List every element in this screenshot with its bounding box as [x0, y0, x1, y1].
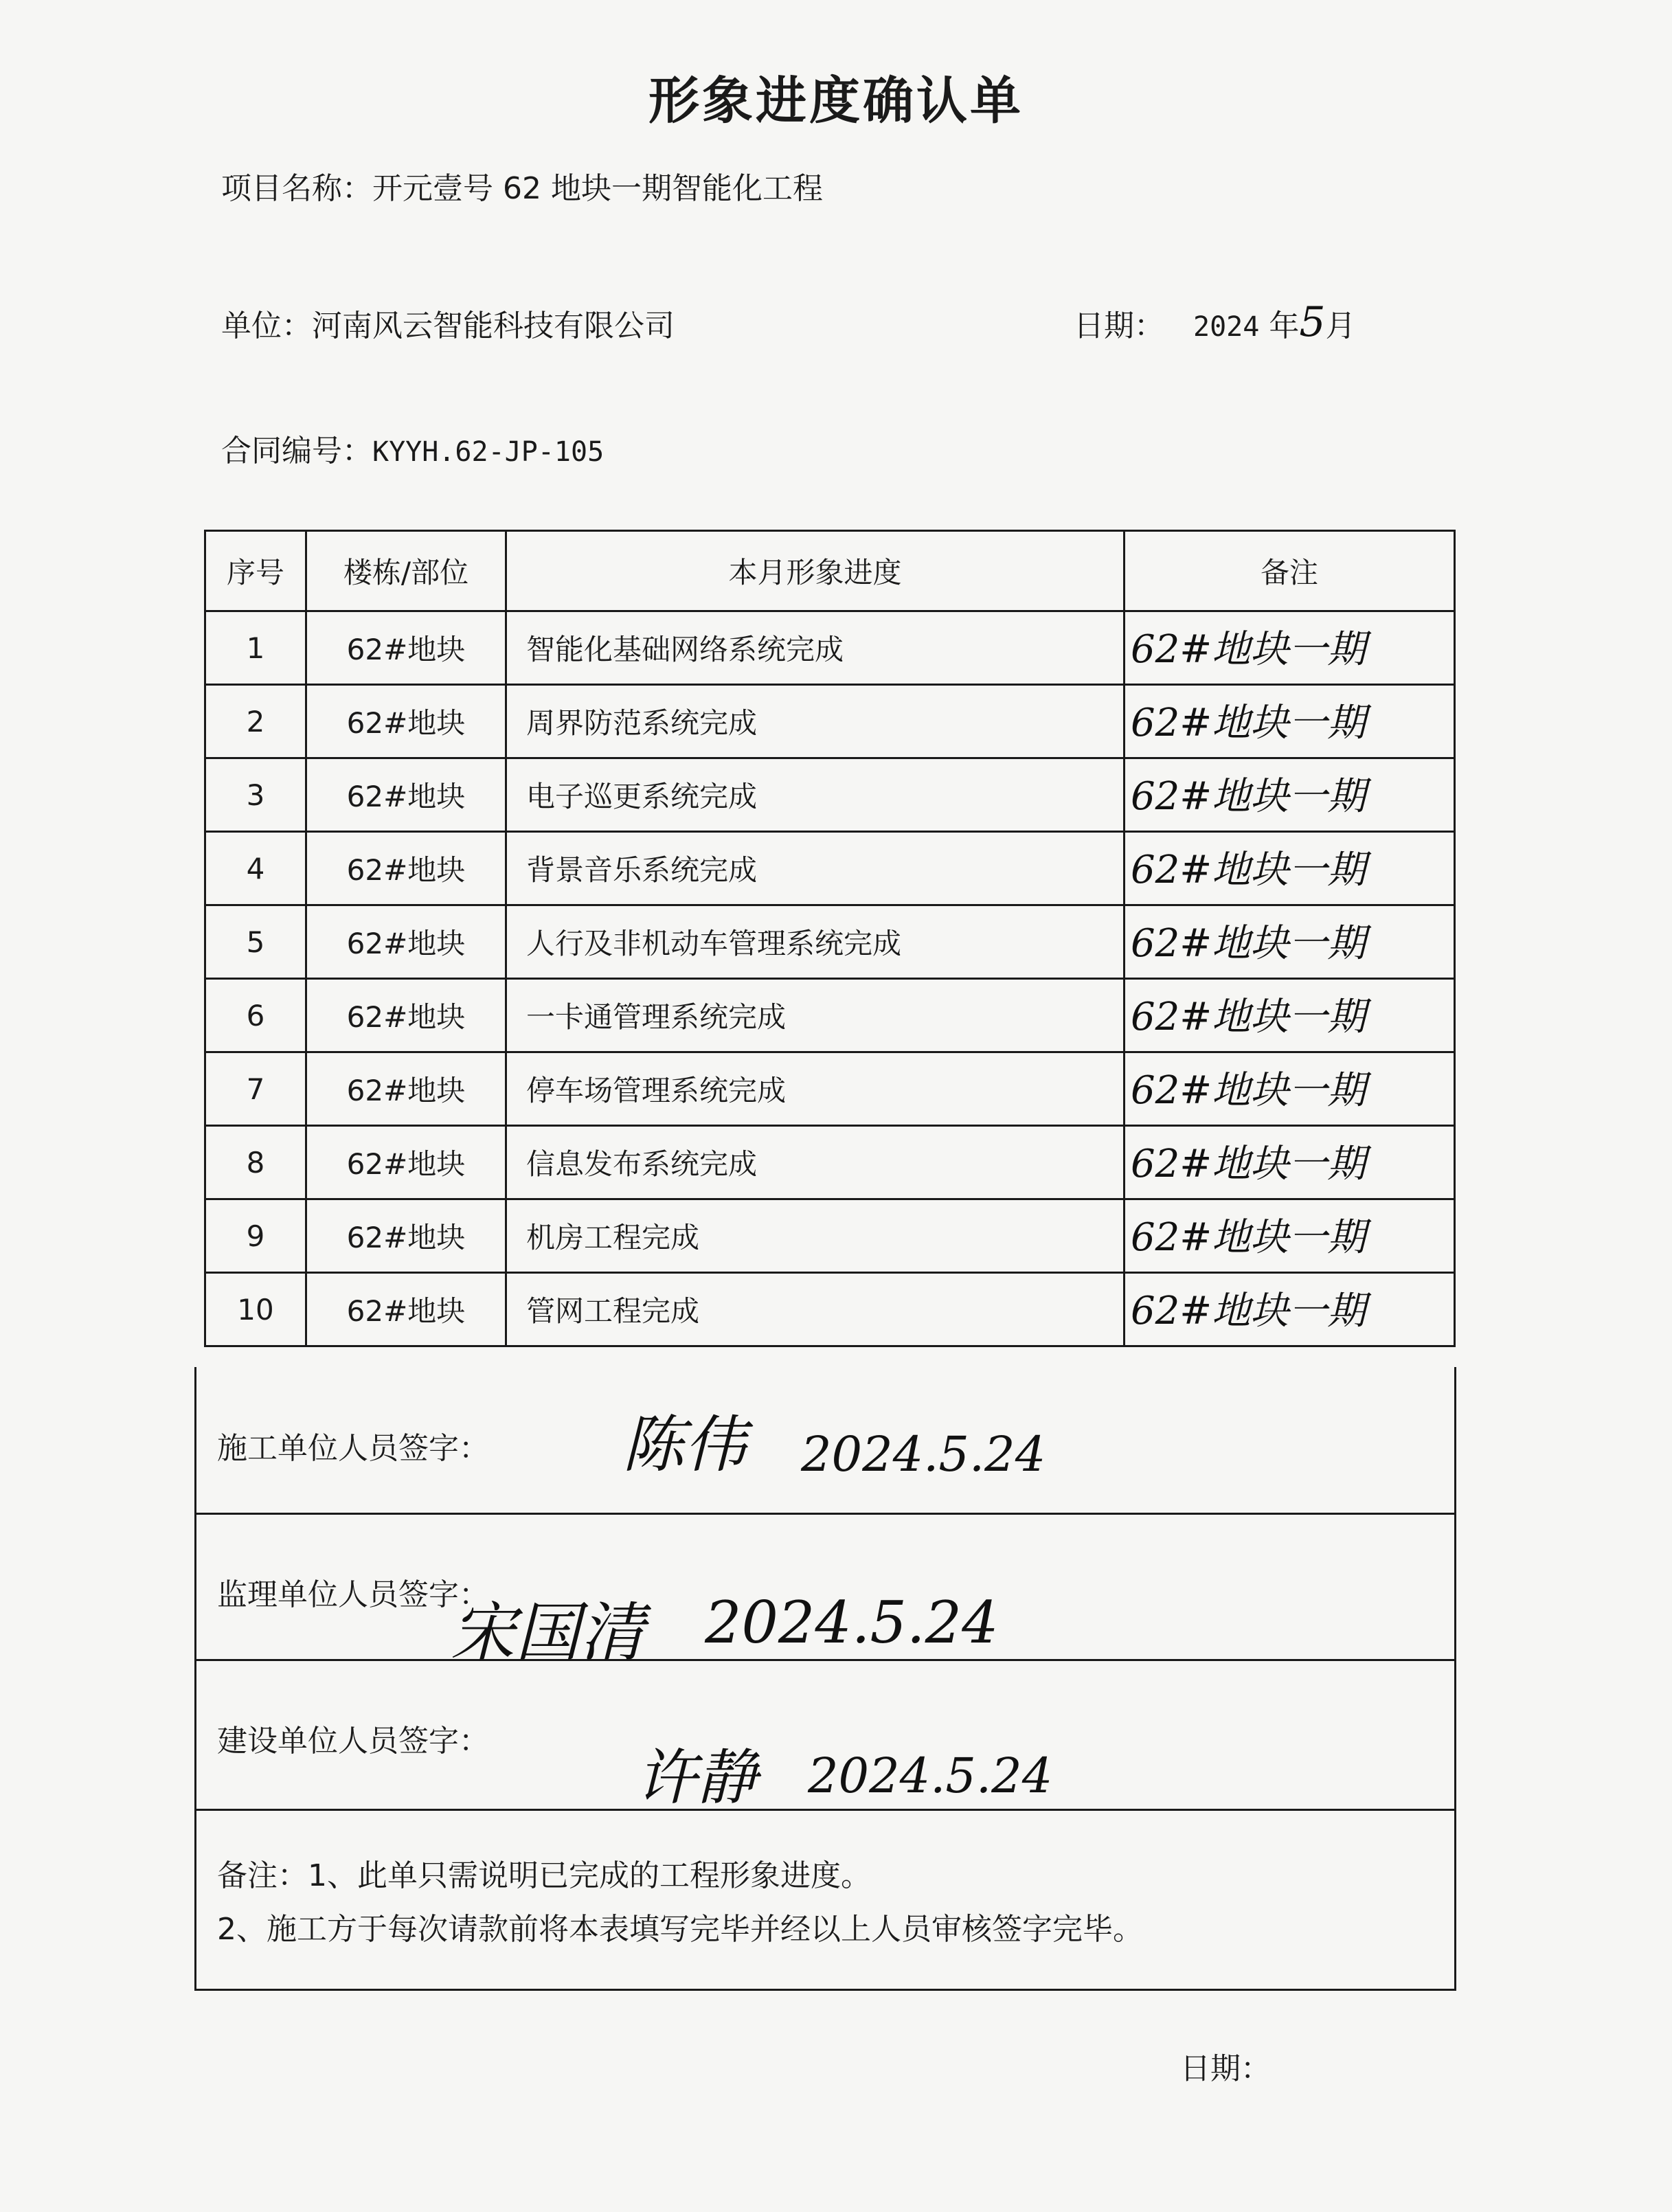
table-row [205, 685, 1455, 758]
handwritten-signature-name: 宋国清 [451, 1596, 645, 1671]
handwritten-note: 62#地块一期 [1131, 701, 1366, 745]
handwritten-signature-name: 陈伟 [622, 1409, 746, 1481]
handwritten-signature-date: 2024.5.24 [801, 1426, 1046, 1482]
signature-owner [194, 1661, 1456, 1811]
handwritten-note: 62#地块一期 [1131, 921, 1366, 966]
table-row [205, 905, 1455, 979]
table-row [205, 979, 1455, 1052]
row-no: 1 [205, 611, 306, 685]
page-title: 形象进度确认单 [648, 71, 1024, 131]
date-line [1074, 298, 1356, 346]
handwritten-signature-date: 2024.5.24 [705, 1589, 999, 1656]
row-no: 9 [205, 1199, 306, 1273]
signature-label: 施工单位人员签字： [217, 1431, 489, 1466]
row-no: 8 [205, 1126, 306, 1199]
date-month-handwritten: 5 [1299, 298, 1326, 346]
row-no: 7 [205, 1052, 306, 1126]
header-no: 序号 [205, 531, 306, 611]
remark-line-1: 备注：1、此单只需说明已完成的工程形象进度。 [217, 1858, 871, 1893]
header-progress: 本月形象进度 [506, 531, 1125, 611]
row-progress: 机房工程完成 [506, 1199, 1125, 1273]
table-header-row [205, 531, 1455, 611]
row-note [1125, 1126, 1455, 1199]
table-row [205, 1273, 1455, 1346]
handwritten-signature-date: 2024.5.24 [808, 1748, 1053, 1804]
row-progress: 人行及非机动车管理系统完成 [506, 905, 1125, 979]
row-building: 62#地块 [306, 905, 506, 979]
contract-line [221, 426, 604, 470]
row-note [1125, 832, 1455, 905]
handwritten-note: 62#地块一期 [1131, 1142, 1366, 1186]
row-building: 62#地块 [306, 1052, 506, 1126]
row-note [1125, 905, 1455, 979]
header-note: 备注 [1125, 531, 1455, 611]
handwritten-note: 62#地块一期 [1131, 1289, 1366, 1333]
row-progress: 一卡通管理系统完成 [506, 979, 1125, 1052]
row-progress: 管网工程完成 [506, 1273, 1125, 1346]
table-row [205, 611, 1455, 685]
row-note [1125, 685, 1455, 758]
row-no: 4 [205, 832, 306, 905]
handwritten-note: 62#地块一期 [1131, 774, 1366, 819]
row-progress: 停车场管理系统完成 [506, 1052, 1125, 1126]
unit-name: 河南风云智能科技有限公司 [312, 308, 675, 343]
handwritten-note: 62#地块一期 [1131, 627, 1366, 672]
row-building: 62#地块 [306, 832, 506, 905]
project-label: 项目名称： [221, 171, 372, 206]
date-year-suffix: 年 [1269, 308, 1300, 343]
contract-label: 合同编号： [221, 433, 372, 469]
handwritten-note: 62#地块一期 [1131, 1068, 1366, 1113]
progress-table [204, 530, 1456, 1347]
table-row [205, 832, 1455, 905]
row-building: 62#地块 [306, 979, 506, 1052]
project-name: 开元壹号 62 地块一期智能化工程 [372, 171, 823, 206]
table-row [205, 1052, 1455, 1126]
row-no: 6 [205, 979, 306, 1052]
row-no: 3 [205, 758, 306, 832]
handwritten-signature-name: 许静 [636, 1742, 758, 1813]
row-note [1125, 1199, 1455, 1273]
signature-label: 监理单位人员签字： [217, 1577, 489, 1612]
row-progress: 智能化基础网络系统完成 [506, 611, 1125, 685]
handwritten-note: 62#地块一期 [1131, 995, 1366, 1039]
bottom-date-label: 日期： [1180, 2051, 1271, 2086]
date-year: 2024 [1193, 311, 1260, 343]
row-no: 5 [205, 905, 306, 979]
handwritten-note: 62#地块一期 [1131, 848, 1366, 892]
row-building: 62#地块 [306, 1273, 506, 1346]
row-progress: 背景音乐系统完成 [506, 832, 1125, 905]
row-note [1125, 1052, 1455, 1126]
row-no: 10 [205, 1273, 306, 1346]
unit-label: 单位： [221, 308, 312, 343]
row-building: 62#地块 [306, 611, 506, 685]
row-progress: 电子巡更系统完成 [506, 758, 1125, 832]
unit-line [221, 301, 675, 345]
date-label: 日期： [1074, 308, 1164, 343]
signature-supervision [194, 1515, 1456, 1671]
date-month-suffix: 月 [1325, 308, 1356, 343]
table-row [205, 758, 1455, 832]
table-row [205, 1126, 1455, 1199]
signature-label: 建设单位人员签字： [217, 1724, 489, 1759]
row-building: 62#地块 [306, 1199, 506, 1273]
header-building: 楼栋/部位 [306, 531, 506, 611]
row-building: 62#地块 [306, 685, 506, 758]
row-no: 2 [205, 685, 306, 758]
row-progress: 周界防范系统完成 [506, 685, 1125, 758]
remark-line-2: 2、施工方于每次请款前将本表填写完毕并经以上人员审核签字完毕。 [217, 1912, 1143, 1947]
row-note [1125, 758, 1455, 832]
table-row [205, 1199, 1455, 1273]
row-building: 62#地块 [306, 1126, 506, 1199]
contract-number: KYYH.62-JP-105 [372, 436, 605, 468]
handwritten-note: 62#地块一期 [1131, 1215, 1366, 1260]
project-line [221, 163, 823, 207]
signature-construction [194, 1367, 1456, 1515]
row-building: 62#地块 [306, 758, 506, 832]
remarks-block [194, 1811, 1456, 1991]
row-note [1125, 1273, 1455, 1346]
row-progress: 信息发布系统完成 [506, 1126, 1125, 1199]
row-note [1125, 979, 1455, 1052]
row-note [1125, 611, 1455, 685]
